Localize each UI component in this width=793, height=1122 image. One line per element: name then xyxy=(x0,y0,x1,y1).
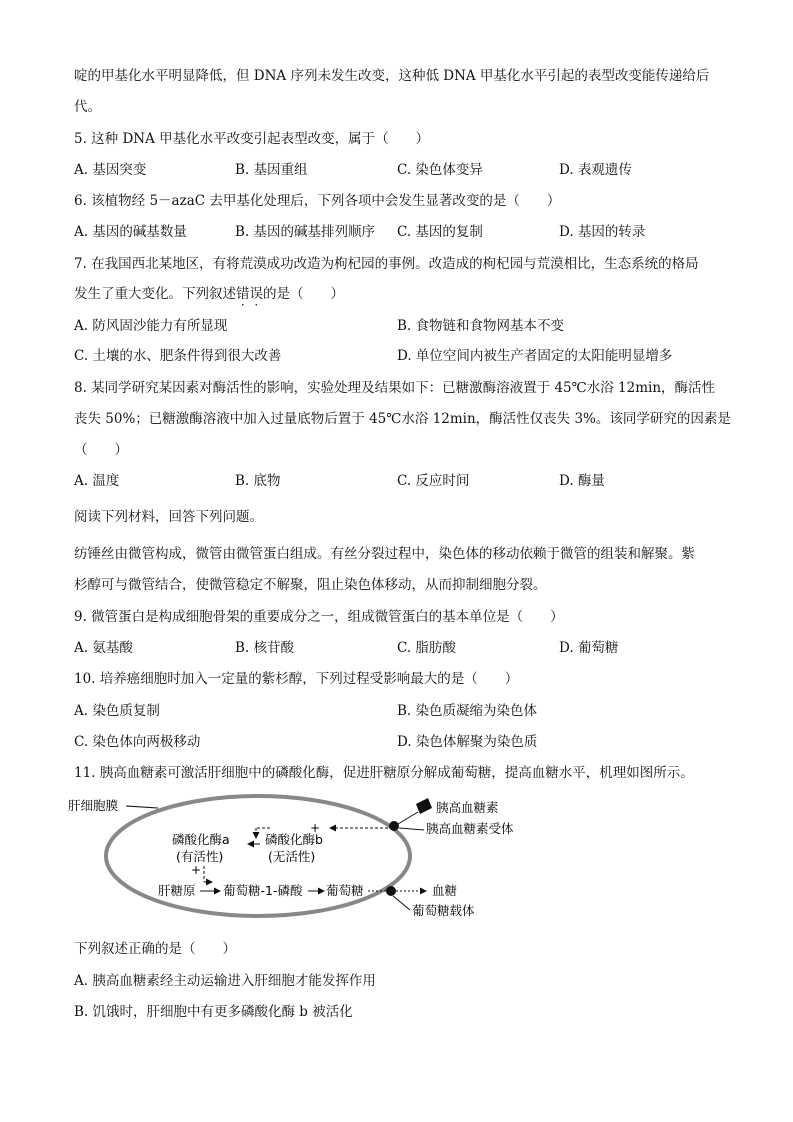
q6-stem: 6. 该植物经 5－azaC 去甲基化处理后，下列各项中会发生显著改变的是（ ） xyxy=(74,193,561,209)
q10-option-c[interactable]: C. 染色体向两极移动 xyxy=(74,734,201,750)
q9-stem: 9. 微管蛋白是构成细胞骨架的重要成分之一，组成微管蛋白的基本单位是（ ） xyxy=(74,609,564,625)
glucose-label: 葡萄糖 xyxy=(326,883,364,898)
q8-line-2: 丧失 50%；已糖激酶溶液中加入过量底物后置于 45℃水浴 12min，酶活性仅丧失 3%。该同学研究的因素是 xyxy=(74,411,731,427)
q8-line-1: 8. 某同学研究某因素对酶活性的影响，实验处理及结果如下：已糖激酶溶液置于 45℃水浴 12min，酶活性 xyxy=(74,380,716,396)
q8-option-a[interactable]: A. 温度 xyxy=(74,473,120,489)
q5-stem: 5. 这种 DNA 甲基化水平改变引起表型改变，属于（ ） xyxy=(74,131,430,147)
intro-line-1: 啶的甲基化水平明显降低，但 DNA 序列未发生改变，这种低 DNA 甲基化水平引起的表型改变能传递给后 xyxy=(74,68,710,84)
q7-line-1: 7. 在我国西北某地区，有将荒漠成功改造为枸杞园的事例。改造成的枸杞园与荒漠相比，生态系统的格局 xyxy=(74,256,699,272)
q6-option-a[interactable]: A. 基因的碱基数量 xyxy=(74,224,187,240)
q5-option-a[interactable]: A. 基因突变 xyxy=(74,162,147,178)
intro-line-2: 代。 xyxy=(74,99,101,115)
q8-line-3: （ ） xyxy=(74,442,128,458)
q10-stem: 10. 培养癌细胞时加入一定量的紫杉醇，下列过程受影响最大的是（ ） xyxy=(74,671,519,687)
q5-option-c[interactable]: C. 染色体变异 xyxy=(397,162,483,178)
q10-option-a[interactable]: A. 染色质复制 xyxy=(74,703,160,719)
q11-question: 下列叙述正确的是（ ） xyxy=(74,941,236,957)
q9-option-d[interactable]: D. 葡萄糖 xyxy=(559,640,619,656)
material-paragraph-line-1: 纺锤丝由微管构成，微管由微管蛋白组成。有丝分裂过程中，染色体的移动依赖于微管的组装和解聚。紫 xyxy=(74,546,695,562)
q9-option-b[interactable]: B. 核苷酸 xyxy=(235,640,295,656)
glycogen-label: 肝糖原 xyxy=(158,883,196,898)
q11-stem: 11. 胰高血糖素可激活肝细胞中的磷酸化酶，促进肝糖原分解成葡萄糖，提高血糖水平，机理如图所示。 xyxy=(74,765,694,781)
q7-option-a[interactable]: A. 防风固沙能力有所显现 xyxy=(74,318,228,334)
q9-option-a[interactable]: A. 氨基酸 xyxy=(74,640,133,656)
glucagon-label: 胰高血糖素 xyxy=(436,800,499,815)
glucagon-icon xyxy=(416,798,432,814)
glucose-transporter-icon xyxy=(386,886,396,896)
glucagon-mechanism-diagram xyxy=(60,790,520,930)
q6-option-c[interactable]: C. 基因的复制 xyxy=(397,224,483,240)
q5-option-d[interactable]: D. 表观遗传 xyxy=(559,162,632,178)
q9-option-c[interactable]: C. 脂肪酸 xyxy=(397,640,456,656)
emphasis-char: 错 xyxy=(236,286,250,302)
enzyme-b-label: 磷酸化酶b xyxy=(265,832,323,847)
q11-option-b[interactable]: B. 饥饿时，肝细胞中有更多磷酸化酶 b 被活化 xyxy=(74,1004,353,1020)
enzyme-a-label: 磷酸化酶a xyxy=(172,832,230,847)
svg-text:+: + xyxy=(310,821,321,835)
q8-option-c[interactable]: C. 反应时间 xyxy=(397,473,470,489)
q7-option-c[interactable]: C. 土壤的水、肥条件得到很大改善 xyxy=(74,348,282,364)
receptor-icon xyxy=(389,821,399,831)
svg-text:+: + xyxy=(191,863,202,877)
membrane-label: 肝细胞膜 xyxy=(68,798,119,813)
material-paragraph-line-2: 杉醇可与微管结合，使微管稳定不解聚，阻止染色体移动，从而抑制细胞分裂。 xyxy=(74,577,547,593)
q10-option-b[interactable]: B. 染色质凝缩为染色体 xyxy=(397,703,538,719)
q8-option-b[interactable]: B. 底物 xyxy=(235,473,281,489)
enzyme-a-state: (有活性) xyxy=(176,849,224,864)
q5-option-b[interactable]: B. 基因重组 xyxy=(235,162,308,178)
material-prompt: 阅读下列材料，回答下列问题。 xyxy=(74,509,263,525)
q11-option-a[interactable]: A. 胰高血糖素经主动运输进入肝细胞才能发挥作用 xyxy=(74,973,376,989)
liver-cell-membrane xyxy=(106,796,410,916)
q6-option-b[interactable]: B. 基因的碱基排列顺序 xyxy=(235,224,376,240)
q7-option-d[interactable]: D. 单位空间内被生产者固定的太阳能明显增多 xyxy=(397,348,673,364)
enzyme-b-state: (无活性) xyxy=(268,849,316,864)
emphasis-char: 误 xyxy=(249,286,263,302)
q10-option-d[interactable]: D. 染色体解聚为染色质 xyxy=(397,734,538,750)
q6-option-d[interactable]: D. 基因的转录 xyxy=(559,224,646,240)
transporter-label: 葡萄糖载体 xyxy=(412,903,475,918)
q8-option-d[interactable]: D. 酶量 xyxy=(559,473,605,489)
blood-glucose-label: 血糖 xyxy=(432,883,458,898)
g1p-label: 葡萄糖-1-磷酸 xyxy=(223,883,303,898)
q7-option-b[interactable]: B. 食物链和食物网基本不变 xyxy=(397,318,565,334)
receptor-label: 胰高血糖素受体 xyxy=(426,821,514,836)
q7-line-2: 发生了重大变化。下列叙述错误的是（ ） xyxy=(74,286,344,302)
